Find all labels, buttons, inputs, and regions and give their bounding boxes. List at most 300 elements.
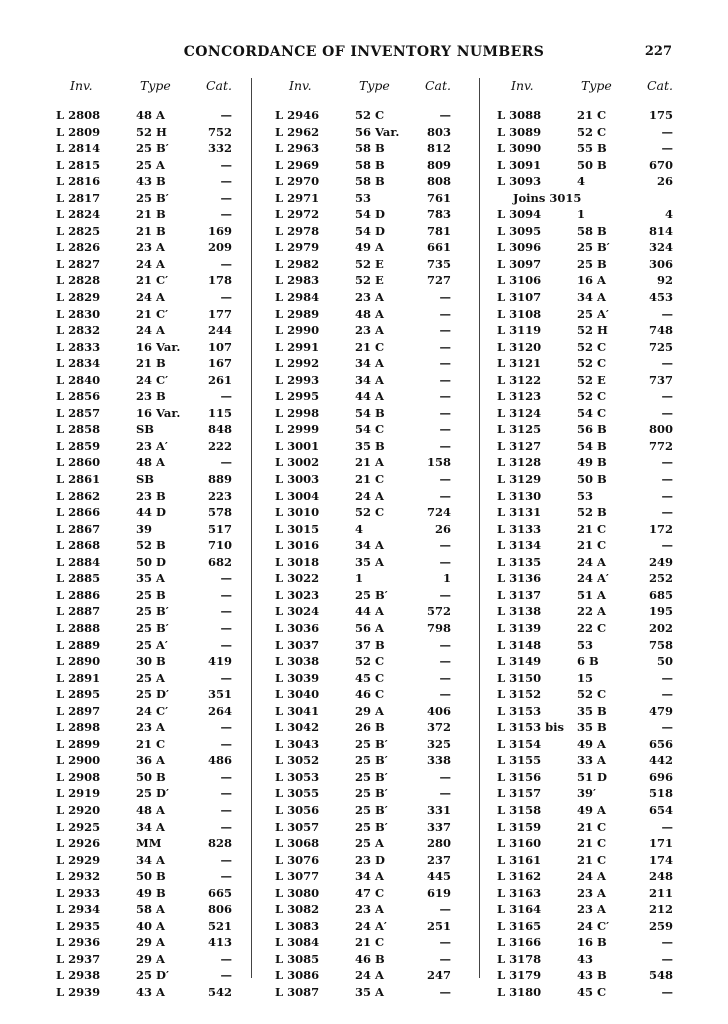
inv-cell: L 2817 <box>56 190 101 205</box>
cat-cell: — <box>220 389 232 404</box>
inv-cell: L 3077 <box>275 869 320 884</box>
type-cell: 25 A <box>136 670 165 685</box>
type-cell: MM <box>136 836 162 851</box>
type-cell: 24 C′ <box>136 372 169 387</box>
inv-cell: L 3076 <box>275 852 320 867</box>
table-row <box>275 406 451 423</box>
table-row <box>497 820 673 837</box>
type-cell: 49 A <box>355 240 384 255</box>
table-row <box>497 935 673 952</box>
type-cell: 21 C <box>577 108 607 122</box>
cat-cell: — <box>220 571 232 586</box>
type-cell: 35 B <box>355 438 385 453</box>
type-cell: 55 B <box>577 141 607 156</box>
type-cell: 50 B <box>136 769 166 784</box>
cat-cell: 325 <box>426 736 451 751</box>
cat-cell: — <box>439 472 451 487</box>
cat-cell: 337 <box>426 819 451 834</box>
type-cell: 25 B′ <box>355 769 388 784</box>
table-row <box>275 571 451 588</box>
type-cell: 52 E <box>577 372 606 387</box>
cat-cell: — <box>439 984 451 999</box>
table-row <box>275 108 451 125</box>
inv-cell: L 2982 <box>275 256 320 271</box>
inv-header: Inv. <box>70 78 93 93</box>
type-cell: 54 B <box>577 438 607 453</box>
column-header-row <box>56 78 232 94</box>
table-row <box>56 224 232 241</box>
table-row <box>497 555 673 572</box>
cat-cell: 542 <box>207 984 232 999</box>
cat-cell: 814 <box>648 223 673 238</box>
type-cell: 16 B <box>577 935 607 950</box>
table-row <box>497 108 673 125</box>
table-row <box>275 886 451 903</box>
cat-cell: 682 <box>207 554 232 569</box>
type-cell: 54 D <box>355 223 385 238</box>
type-cell: 29 A <box>136 951 165 966</box>
table-row <box>56 125 232 142</box>
type-cell: 23 A <box>136 720 165 735</box>
cat-cell: 115 <box>207 405 232 420</box>
type-header: Type <box>140 78 171 93</box>
type-cell: 54 C <box>355 422 385 437</box>
table-row <box>56 406 232 423</box>
inv-cell: L 3120 <box>497 339 542 354</box>
table-row <box>275 207 451 224</box>
table-row <box>497 869 673 886</box>
table-row <box>275 538 451 555</box>
cat-cell: — <box>220 174 232 189</box>
type-cell: 48 A <box>355 306 384 321</box>
inv-cell: L 2969 <box>275 157 320 172</box>
cat-cell: — <box>661 720 673 735</box>
inv-cell: L 3150 <box>497 670 542 685</box>
type-cell: 24 A <box>577 554 606 569</box>
table-row <box>275 919 451 936</box>
inv-cell: L 3037 <box>275 637 320 652</box>
inv-cell: L 3089 <box>497 124 542 139</box>
inv-cell: L 3107 <box>497 290 542 305</box>
inv-cell: L 3056 <box>275 802 320 817</box>
inv-cell: L 3161 <box>497 852 542 867</box>
table-row <box>275 985 451 1002</box>
type-cell: 49 B <box>136 885 166 900</box>
cat-cell: 202 <box>648 620 673 635</box>
inv-cell: L 3162 <box>497 869 542 884</box>
table-row <box>275 604 451 621</box>
cat-cell: — <box>661 389 673 404</box>
table-row <box>56 820 232 837</box>
cat-cell: 158 <box>426 455 451 470</box>
type-cell: 33 A <box>577 753 606 768</box>
cat-cell: 654 <box>648 802 673 817</box>
type-cell: 35 B <box>577 720 607 735</box>
cat-cell: — <box>220 736 232 751</box>
inv-cell: L 2897 <box>56 703 101 718</box>
type-cell: 4 <box>355 521 364 536</box>
inv-cell: L 3004 <box>275 488 320 503</box>
cat-cell: — <box>439 786 451 801</box>
inv-cell: L 2895 <box>56 687 101 702</box>
inv-cell: L 3158 <box>497 802 542 817</box>
cat-cell: — <box>439 108 451 122</box>
inv-cell: L 3094 <box>497 207 542 222</box>
inv-cell: L 2858 <box>56 422 101 437</box>
cat-cell: 306 <box>648 256 673 271</box>
inv-cell: L 3022 <box>275 571 320 586</box>
inv-cell: L 2808 <box>56 108 101 122</box>
cat-cell: 177 <box>207 306 232 321</box>
cat-cell: 167 <box>207 356 232 371</box>
inv-cell: L 2857 <box>56 405 101 420</box>
table-row <box>275 968 451 985</box>
type-cell: 54 B <box>355 405 385 420</box>
type-cell: 23 A <box>136 240 165 255</box>
type-cell: 25 D′ <box>136 968 170 983</box>
table-row <box>497 489 673 506</box>
type-cell: 21 C <box>355 339 385 354</box>
table-row <box>56 439 232 456</box>
inv-cell: L 3055 <box>275 786 320 801</box>
type-cell: SB <box>136 422 155 437</box>
table-row <box>497 538 673 555</box>
table-row <box>56 786 232 803</box>
table-row <box>275 836 451 853</box>
inv-cell: L 2925 <box>56 819 101 834</box>
table-row <box>275 489 451 506</box>
type-cell: 21 C <box>577 836 607 851</box>
inv-cell: L 2826 <box>56 240 101 255</box>
inv-cell: L 2908 <box>56 769 101 784</box>
inv-cell: L 2938 <box>56 968 101 983</box>
type-cell: 25 B′ <box>136 604 169 619</box>
table-row <box>275 555 451 572</box>
cat-cell: 26 <box>434 521 451 536</box>
table-row <box>275 820 451 837</box>
table-row <box>275 902 451 919</box>
table-row <box>56 588 232 605</box>
cat-cell: — <box>661 472 673 487</box>
table-row <box>497 720 673 737</box>
type-cell: 23 B <box>136 488 166 503</box>
cat-cell: 685 <box>648 587 673 602</box>
cat-header: Cat. <box>646 78 673 93</box>
table-row <box>56 108 232 125</box>
cat-cell: 332 <box>207 141 232 156</box>
table-row <box>497 770 673 787</box>
cat-cell: — <box>661 984 673 999</box>
cat-cell: — <box>661 306 673 321</box>
cat-cell: 735 <box>426 256 451 271</box>
type-cell: 21 C <box>577 819 607 834</box>
table-row <box>56 207 232 224</box>
table-row <box>56 257 232 274</box>
table-row <box>56 522 232 539</box>
type-cell: 43 B <box>577 968 607 983</box>
inv-cell: L 3097 <box>497 256 542 271</box>
inv-cell: L 2971 <box>275 190 320 205</box>
inv-cell: L 3136 <box>497 571 542 586</box>
type-cell: 58 B <box>355 141 385 156</box>
type-cell: 30 B <box>136 654 166 669</box>
cat-cell: — <box>220 587 232 602</box>
inv-cell: L 3108 <box>497 306 542 321</box>
cat-cell: 248 <box>648 869 673 884</box>
type-cell: 54 C <box>577 405 607 420</box>
cat-cell: 50 <box>656 654 673 669</box>
inv-cell: L 3003 <box>275 472 320 487</box>
table-row <box>275 174 451 191</box>
type-cell: 16 Var. <box>136 339 181 354</box>
inv-cell: L 2888 <box>56 620 101 635</box>
type-cell: 52 B <box>136 538 166 553</box>
inv-cell: L 3163 <box>497 885 542 900</box>
type-cell: 58 B <box>355 174 385 189</box>
table-row <box>275 422 451 439</box>
cat-cell: 222 <box>207 438 232 453</box>
inv-cell: L 2899 <box>56 736 101 751</box>
type-cell: 24 C′ <box>577 918 610 933</box>
type-cell: 51 D <box>577 769 607 784</box>
type-header: Type <box>581 78 612 93</box>
cat-cell: — <box>220 620 232 635</box>
table-row <box>497 224 673 241</box>
table-row <box>497 803 673 820</box>
type-cell: 34 A <box>136 852 165 867</box>
type-cell: 52 C <box>577 687 607 702</box>
table-row <box>56 307 232 324</box>
table-row <box>497 141 673 158</box>
type-cell: 16 A <box>577 273 606 288</box>
cat-cell: — <box>439 637 451 652</box>
type-cell: 43 <box>577 951 594 966</box>
cat-cell: 212 <box>648 902 673 917</box>
inv-cell: L 3122 <box>497 372 542 387</box>
table-row <box>56 389 232 406</box>
inv-cell: L 3178 <box>497 951 542 966</box>
cat-cell: 174 <box>648 852 673 867</box>
cat-cell: 453 <box>648 290 673 305</box>
cat-cell: 413 <box>207 935 232 950</box>
type-cell: 25 B′ <box>136 141 169 156</box>
type-cell: 29 A <box>355 703 384 718</box>
cat-cell: — <box>439 670 451 685</box>
inv-cell: L 2972 <box>275 207 320 222</box>
cat-cell: 92 <box>656 273 673 288</box>
type-cell: 37 B <box>355 637 385 652</box>
table-row <box>56 671 232 688</box>
type-cell: 23 A′ <box>136 438 168 453</box>
cat-cell: — <box>661 356 673 371</box>
inv-cell: L 3134 <box>497 538 542 553</box>
inv-cell: L 2889 <box>56 637 101 652</box>
inv-cell: L 2970 <box>275 174 320 189</box>
cat-cell: — <box>661 488 673 503</box>
cat-cell: — <box>220 869 232 884</box>
table-row <box>275 191 451 208</box>
table-row <box>497 985 673 1002</box>
table-row <box>275 125 451 142</box>
table-row <box>56 704 232 721</box>
table-row <box>275 158 451 175</box>
cat-cell: — <box>220 455 232 470</box>
type-cell: 21 C <box>355 935 385 950</box>
cat-cell: 619 <box>426 885 451 900</box>
inv-cell: L 3128 <box>497 455 542 470</box>
concordance-column-2 <box>275 78 451 1002</box>
column-divider <box>479 78 480 978</box>
cat-cell: 724 <box>426 505 451 520</box>
type-cell: 54 D <box>355 207 385 222</box>
table-row <box>275 472 451 489</box>
type-cell: 56 B <box>577 422 607 437</box>
inv-cell: L 3130 <box>497 488 542 503</box>
inv-cell: L 2936 <box>56 935 101 950</box>
type-cell: 24 A <box>355 488 384 503</box>
inv-cell: L 2963 <box>275 141 320 156</box>
inv-cell: L 2993 <box>275 372 320 387</box>
inv-cell: L 2937 <box>56 951 101 966</box>
type-cell: 24 A′ <box>355 918 387 933</box>
table-row <box>275 588 451 605</box>
cat-cell: — <box>220 852 232 867</box>
cat-cell: 247 <box>426 968 451 983</box>
inv-cell: L 3137 <box>497 587 542 602</box>
cat-cell: 445 <box>426 869 451 884</box>
inv-cell: L 3131 <box>497 505 542 520</box>
cat-cell: — <box>220 190 232 205</box>
type-cell: 21 C <box>136 736 166 751</box>
cat-cell: 372 <box>426 720 451 735</box>
inv-cell: L 3129 <box>497 472 542 487</box>
cat-cell: 195 <box>648 604 673 619</box>
row-list <box>56 108 232 1002</box>
inv-cell: L 2833 <box>56 339 101 354</box>
table-row <box>497 505 673 522</box>
cat-cell: 725 <box>648 339 673 354</box>
table-row <box>56 687 232 704</box>
table-row <box>275 869 451 886</box>
inv-cell: L 3095 <box>497 223 542 238</box>
cat-cell: 798 <box>426 620 451 635</box>
cat-cell: — <box>439 488 451 503</box>
cat-cell: 748 <box>648 323 673 338</box>
cat-cell: 209 <box>207 240 232 255</box>
table-row <box>497 257 673 274</box>
inv-cell: L 3084 <box>275 935 320 950</box>
cat-cell: 211 <box>648 885 673 900</box>
inv-cell: L 3085 <box>275 951 320 966</box>
inv-cell: L 3024 <box>275 604 320 619</box>
type-cell: 46 B <box>355 951 385 966</box>
inv-cell: L 2995 <box>275 389 320 404</box>
cat-cell: 800 <box>648 422 673 437</box>
inv-cell: L 3135 <box>497 554 542 569</box>
inv-cell: L 3166 <box>497 935 542 950</box>
cat-cell: — <box>439 554 451 569</box>
concordance-column-1 <box>56 78 232 1002</box>
inv-cell: L 2866 <box>56 505 101 520</box>
type-cell: 56 A <box>355 620 384 635</box>
type-cell: 47 C <box>355 885 385 900</box>
table-row <box>275 290 451 307</box>
inv-cell: L 2926 <box>56 836 101 851</box>
cat-cell: — <box>220 720 232 735</box>
type-cell: 44 A <box>355 604 384 619</box>
type-cell: 21 C <box>577 538 607 553</box>
type-cell: 24 A <box>136 256 165 271</box>
type-cell: 34 A <box>355 356 384 371</box>
cat-cell: — <box>661 124 673 139</box>
table-row <box>497 621 673 638</box>
table-row <box>56 505 232 522</box>
inv-cell: L 2934 <box>56 902 101 917</box>
inv-cell: L 3119 <box>497 323 542 338</box>
type-cell: 25 D′ <box>136 687 170 702</box>
table-row <box>56 770 232 787</box>
type-cell: 43 B <box>136 174 166 189</box>
cat-cell: 772 <box>648 438 673 453</box>
type-cell: 25 B <box>136 587 166 602</box>
type-cell: 50 B <box>577 157 607 172</box>
type-cell: 51 A <box>577 587 606 602</box>
type-cell: 21 C <box>577 852 607 867</box>
cat-cell: — <box>220 786 232 801</box>
type-cell: 24 A′ <box>577 571 609 586</box>
cat-cell: — <box>439 438 451 453</box>
table-row <box>275 704 451 721</box>
table-row <box>275 737 451 754</box>
cat-cell: 670 <box>648 157 673 172</box>
cat-cell: — <box>220 157 232 172</box>
table-row <box>497 522 673 539</box>
inv-cell: L 3156 <box>497 769 542 784</box>
inv-cell: L 2829 <box>56 290 101 305</box>
table-row <box>497 654 673 671</box>
inv-cell: L 2840 <box>56 372 101 387</box>
type-cell: 45 C <box>355 670 385 685</box>
table-row <box>56 853 232 870</box>
table-row <box>275 340 451 357</box>
inv-cell: L 3091 <box>497 157 542 172</box>
type-cell: 25 D′ <box>136 786 170 801</box>
type-cell: 24 A <box>355 968 384 983</box>
inv-cell: L 2992 <box>275 356 320 371</box>
table-row <box>497 671 673 688</box>
cat-cell: 107 <box>207 339 232 354</box>
inv-cell: L 2946 <box>275 108 320 122</box>
cat-cell: — <box>439 389 451 404</box>
table-row <box>275 356 451 373</box>
table-row <box>56 902 232 919</box>
table-row <box>497 753 673 770</box>
cat-cell: 665 <box>207 885 232 900</box>
inv-cell: L 2984 <box>275 290 320 305</box>
inv-cell: L 2861 <box>56 472 101 487</box>
cat-cell: — <box>220 290 232 305</box>
inv-cell: L 3080 <box>275 885 320 900</box>
column-header-row <box>497 78 673 94</box>
type-cell: 53 <box>577 488 594 503</box>
row-list <box>275 108 451 1002</box>
inv-cell: L 3018 <box>275 554 320 569</box>
type-cell: 49 A <box>577 802 606 817</box>
table-row <box>497 174 673 191</box>
cat-cell: 178 <box>207 273 232 288</box>
inv-cell: L 2929 <box>56 852 101 867</box>
type-cell: 21 C′ <box>136 306 169 321</box>
